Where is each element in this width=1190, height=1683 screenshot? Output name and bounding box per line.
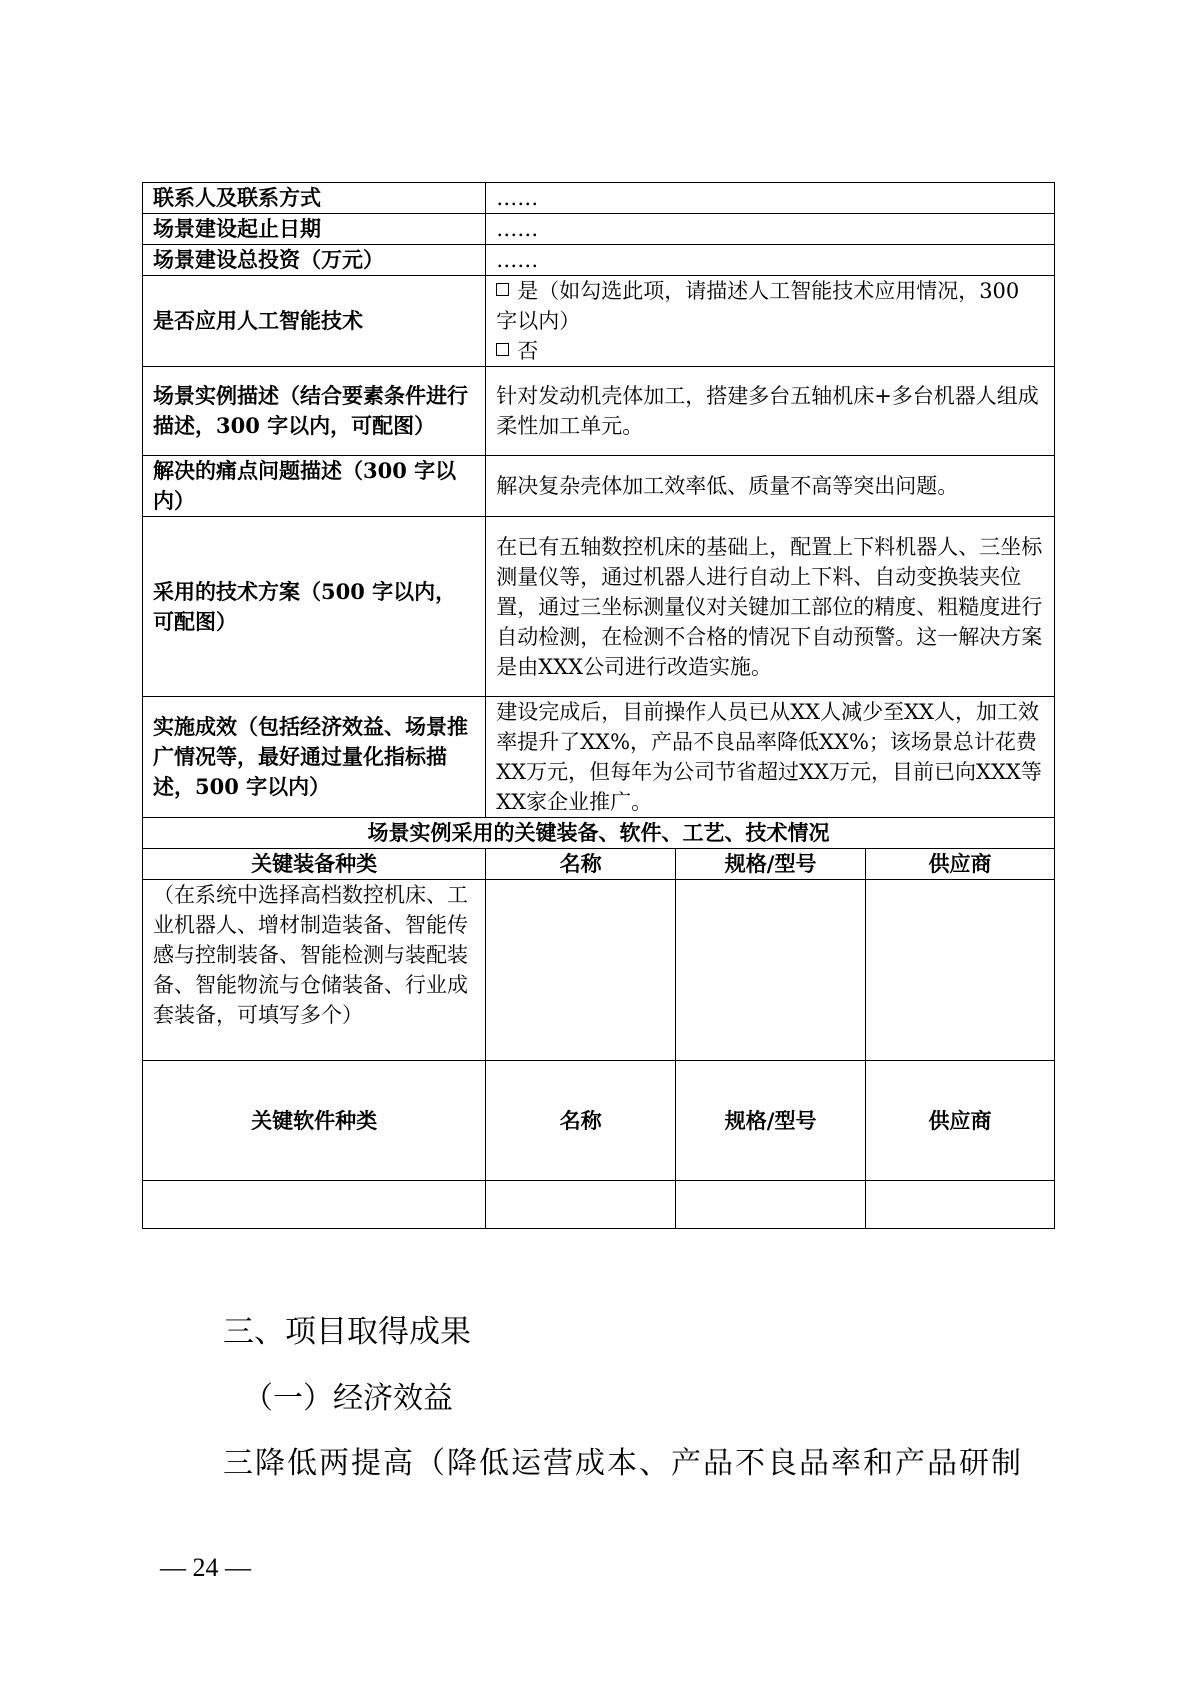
equip-name-cell[interactable] bbox=[486, 880, 676, 1061]
equip-name-header: 名称 bbox=[486, 849, 676, 880]
equip-supplier-cell[interactable] bbox=[866, 880, 1055, 1061]
scene-desc-label: 场景实例描述（结合要素条件进行描述，300 字以内，可配图） bbox=[143, 367, 486, 456]
software-model-cell[interactable] bbox=[676, 1181, 866, 1229]
sub-heading: （一）经济效益 bbox=[243, 1381, 453, 1416]
ai-option-no[interactable] bbox=[496, 336, 1044, 366]
ai-option-yes-label: 是（如勾选此项，请描述人工智能技术应用情况，300 字以内） bbox=[496, 279, 1020, 333]
section-heading: 三、项目取得成果 bbox=[223, 1314, 471, 1350]
tech-plan-value: 在已有五轴数控机床的基础上，配置上下料机器人、三坐标测量仪等，通过机器人进行自动上下料、自动变换装夹位置，通过三坐标测量仪对关键加工部位的精度、粗糙度进行自动检测，在检测不合格的情况下自动预警。这一解决方案是由XXX公司进行改造实施。 bbox=[486, 517, 1055, 697]
equip-note: （在系统中选择高档数控机床、工业机器人、增材制造装备、智能传感与控制装备、智能检测与装配装备、智能物流与仓储装备、行业成套装备，可填写多个） bbox=[143, 880, 486, 1061]
tech-plan-label: 采用的技术方案（500 字以内，可配图） bbox=[143, 517, 486, 697]
software-type-cell[interactable] bbox=[143, 1181, 486, 1229]
page-number: — 24 — bbox=[160, 1553, 251, 1582]
table-row bbox=[143, 245, 1055, 276]
table-row bbox=[143, 456, 1055, 517]
equip-model-cell[interactable] bbox=[676, 880, 866, 1061]
pain-point-label: 解决的痛点问题描述（300 字以内） bbox=[143, 456, 486, 517]
software-header-row bbox=[143, 1061, 1055, 1181]
software-type-header: 关键软件种类 bbox=[143, 1061, 486, 1181]
software-name-header: 名称 bbox=[486, 1061, 676, 1181]
contact-label: 联系人及联系方式 bbox=[143, 183, 486, 214]
section-title: 场景实例采用的关键装备、软件、工艺、技术情况 bbox=[143, 818, 1055, 849]
effect-label: 实施成效（包括经济效益、场景推广情况等，最好通过量化指标描述，500 字以内） bbox=[143, 697, 486, 818]
table-row bbox=[143, 818, 1055, 849]
scene-desc-value: 针对发动机壳体加工，搭建多台五轴机床+多台机器人组成柔性加工单元。 bbox=[486, 367, 1055, 456]
table-row bbox=[143, 367, 1055, 456]
equip-row bbox=[143, 880, 1055, 1061]
investment-value: …… bbox=[486, 245, 1055, 276]
contact-value: …… bbox=[486, 183, 1055, 214]
software-model-header: 规格/型号 bbox=[676, 1061, 866, 1181]
date-value: …… bbox=[486, 214, 1055, 245]
equip-model-header: 规格/型号 bbox=[676, 849, 866, 880]
equip-header-row bbox=[143, 849, 1055, 880]
project-form-table bbox=[142, 182, 1055, 1229]
table-row bbox=[143, 214, 1055, 245]
ai-option-yes[interactable] bbox=[496, 276, 1044, 336]
software-row bbox=[143, 1181, 1055, 1229]
table-row bbox=[143, 517, 1055, 697]
table-row bbox=[143, 276, 1055, 367]
pain-point-value: 解决复杂壳体加工效率低、质量不高等突出问题。 bbox=[486, 456, 1055, 517]
equip-supplier-header: 供应商 bbox=[866, 849, 1055, 880]
ai-options bbox=[486, 276, 1055, 367]
date-label: 场景建设起止日期 bbox=[143, 214, 486, 245]
effect-value: 建设完成后，目前操作人员已从XX人减少至XX人，加工效率提升了XX%，产品不良品率降低XX%；该场景总计花费XX万元，但每年为公司节省超过XX万元，目前已向XXX等XX家企业推广。 bbox=[486, 697, 1055, 818]
software-supplier-header: 供应商 bbox=[866, 1061, 1055, 1181]
ai-option-no-label: 否 bbox=[517, 339, 539, 363]
software-name-cell[interactable] bbox=[486, 1181, 676, 1229]
ai-label: 是否应用人工智能技术 bbox=[143, 276, 486, 367]
checkbox-icon[interactable] bbox=[496, 283, 509, 296]
table-row bbox=[143, 697, 1055, 818]
equip-type-header: 关键装备种类 bbox=[143, 849, 486, 880]
checkbox-icon[interactable] bbox=[496, 343, 509, 356]
software-supplier-cell[interactable] bbox=[866, 1181, 1055, 1229]
table-row bbox=[143, 183, 1055, 214]
investment-label: 场景建设总投资（万元） bbox=[143, 245, 486, 276]
body-paragraph: 三降低两提高（降低运营成本、产品不良品率和产品研制 bbox=[223, 1446, 1023, 1481]
